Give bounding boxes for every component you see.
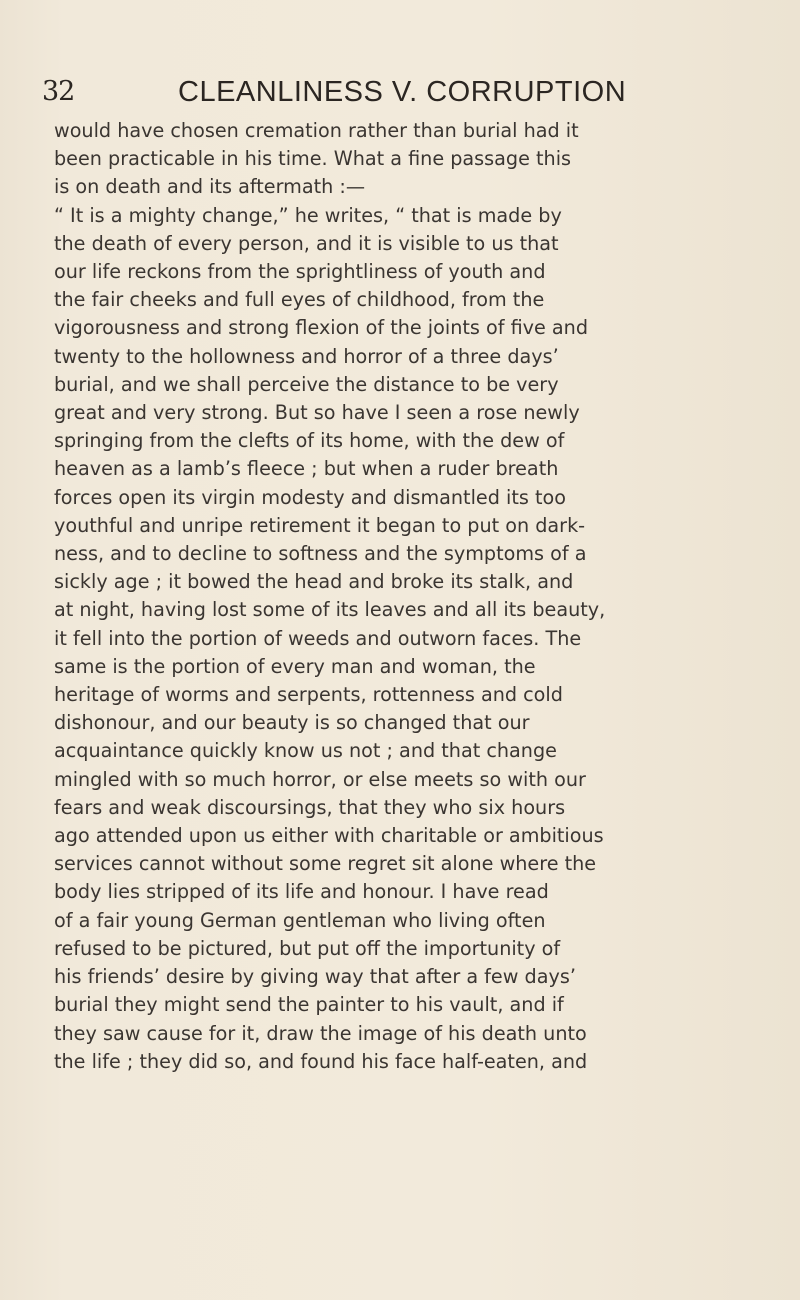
text-line: mingled with so much horror, or else meets so with our — [54, 767, 586, 791]
text-line: great and very strong. But so have I seen a rose newly — [54, 401, 580, 425]
text-line: “ It is a mighty change,” he writes, “ that is made by — [54, 203, 562, 227]
text-line: youthful and unripe retirement it began to put on dark- — [54, 513, 586, 537]
text-line: is on death and its aftermath :— — [54, 175, 366, 199]
text-line: heritage of worms and serpents, rottenness and cold — [54, 683, 563, 707]
text-line: ness, and to decline to softness and the symptoms of a — [54, 542, 587, 566]
body-text — [54, 117, 768, 1076]
page-header — [42, 72, 742, 112]
running-head: CLEANLINESS V. CORRUPTION — [178, 76, 627, 108]
text-line: twenty to the hollowness and horror of a three days’ — [54, 344, 559, 368]
text-line: the life ; they did so, and found his face half-eaten, and — [54, 1049, 588, 1073]
page-number: 32 — [42, 76, 75, 107]
text-line: acquaintance quickly know us not ; and that change — [54, 739, 557, 763]
text-line: of a fair young German gentleman who living often — [54, 908, 546, 932]
text-line: forces open its virgin modesty and dismantled its too — [54, 485, 566, 509]
text-line: vigorousness and strong flexion of the joints of five and — [54, 316, 589, 340]
text-line: our life reckons from the sprightliness of youth and — [54, 260, 546, 284]
text-line: been practicable in his time. What a fine passage this — [54, 147, 572, 171]
text-line: fears and weak discoursings, that they who six hours — [54, 795, 566, 819]
text-line: at night, having lost some of its leaves and all its beauty, — [54, 598, 606, 622]
text-line: heaven as a lamb’s fleece ; but when a ruder breath — [54, 457, 559, 481]
text-line: services cannot without some regret sit alone where the — [54, 852, 597, 876]
text-line: burial they might send the painter to his vault, and if — [54, 993, 564, 1017]
text-line: burial, and we shall perceive the distance to be very — [54, 372, 559, 396]
text-line: sickly age ; it bowed the head and broke its stalk, and — [54, 570, 574, 594]
text-line: springing from the clefts of its home, with the dew of — [54, 429, 565, 453]
text-line: it fell into the portion of weeds and outworn faces. The — [54, 626, 582, 650]
text-line: his friends’ desire by giving way that after a few days’ — [54, 965, 576, 989]
text-line: ago attended upon us either with charitable or ambitious — [54, 824, 604, 848]
text-line: dishonour, and our beauty is so changed that our — [54, 711, 530, 735]
text-line: the fair cheeks and full eyes of childhood, from the — [54, 288, 545, 312]
text-line: would have chosen cremation rather than burial had it — [54, 119, 579, 142]
text-line: the death of every person, and it is visible to us that — [54, 231, 559, 255]
text-line: body lies stripped of its life and honour. I have read — [54, 880, 549, 904]
text-line: same is the portion of every man and woman, the — [54, 654, 536, 678]
text-line: they saw cause for it, draw the image of his death unto — [54, 1021, 587, 1045]
text-line: refused to be pictured, but put off the importunity of — [54, 936, 561, 960]
